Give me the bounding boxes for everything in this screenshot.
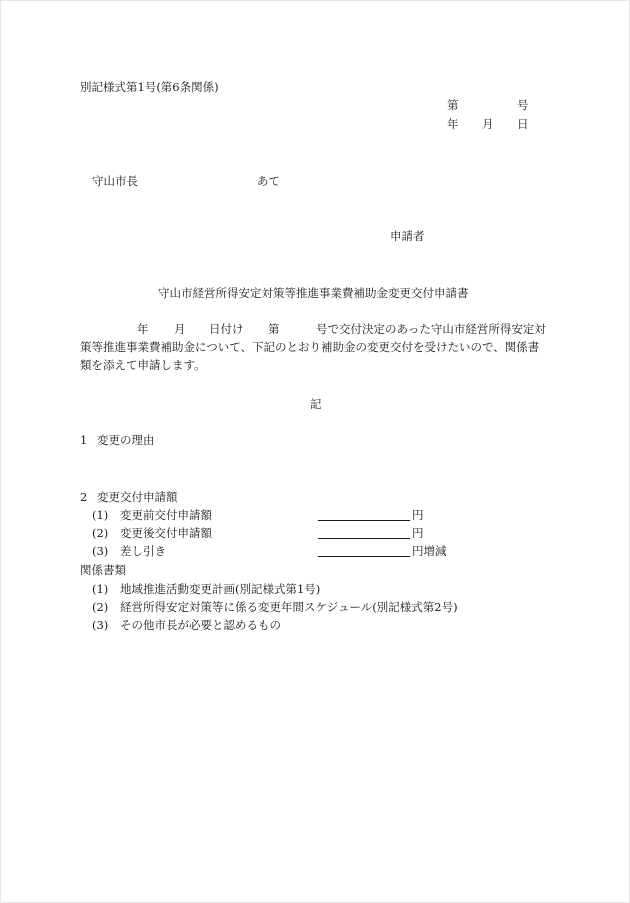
body-line2: 策等推進事業費補助金について、下記のとおり補助金の変更交付を受けたいので、関係書 xyxy=(80,340,540,354)
amount-input-line xyxy=(318,520,410,521)
amount-item-label: 変更後交付申請額 xyxy=(120,526,212,540)
addressee-name: 守山市長 xyxy=(92,174,138,188)
body-year: 年 xyxy=(137,322,149,336)
amount-item-label: 差し引き xyxy=(120,544,166,558)
amount-item-num: (3) xyxy=(92,544,109,558)
body-date: 日付け xyxy=(209,322,244,336)
amount-item-unit: 円 xyxy=(412,526,424,540)
doc-item-num: (1) xyxy=(92,582,109,596)
doc-item-label: 経営所得安定対策等に係る変更年間スケジュール(別記様式第2号) xyxy=(120,600,458,614)
ki-marker: 記 xyxy=(310,397,322,411)
doc-item-num: (2) xyxy=(92,600,109,614)
doc-item-label: 地域推進活動変更計画(別記様式第1号) xyxy=(120,582,321,596)
date-day: 日 xyxy=(517,117,529,131)
amount-item-num: (1) xyxy=(92,508,109,522)
body-month: 月 xyxy=(174,322,186,336)
section1-label: 変更の理由 xyxy=(97,433,155,447)
amount-item-label: 変更前交付申請額 xyxy=(120,508,212,522)
body-no: 第 xyxy=(268,322,280,336)
doc-item-num: (3) xyxy=(92,618,109,632)
number-prefix: 第 xyxy=(447,98,459,112)
date-year: 年 xyxy=(447,117,459,131)
amount-item-unit: 円 xyxy=(412,508,424,522)
section2-number: 2 xyxy=(80,490,88,504)
applicant-label: 申請者 xyxy=(390,229,425,243)
amount-input-line xyxy=(318,556,410,557)
document-title: 守山市経営所得安定対策等推進事業費補助金変更交付申請書 xyxy=(158,286,469,300)
amount-item-num: (2) xyxy=(92,526,109,540)
section2-label: 変更交付申請額 xyxy=(97,490,178,504)
amount-item-unit: 円増減 xyxy=(412,544,447,558)
amount-input-line xyxy=(318,538,410,539)
section1-number: 1 xyxy=(80,433,88,447)
form-label: 別記様式第1号(第6条関係) xyxy=(80,80,219,94)
body-line1-rest: 号で交付決定のあった守山市経営所得安定対 xyxy=(316,322,546,336)
number-suffix: 号 xyxy=(517,98,529,112)
addressee-suffix: あて xyxy=(257,174,280,188)
docs-heading: 関係書類 xyxy=(80,563,126,577)
doc-item-label: その他市長が必要と認めるもの xyxy=(120,618,281,632)
date-month: 月 xyxy=(482,117,494,131)
body-line3: 類を添えて申請します。 xyxy=(80,358,206,372)
